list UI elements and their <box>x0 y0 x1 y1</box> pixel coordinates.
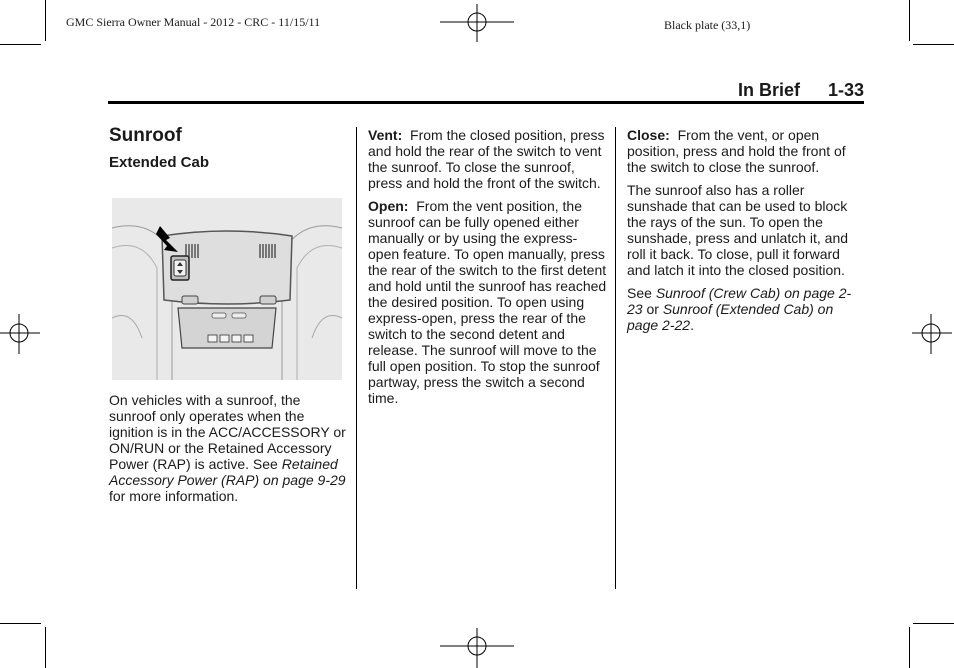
print-header-left: GMC Sierra Owner Manual - 2012 - CRC - 11/15/11 <box>66 15 321 29</box>
see-suffix: . <box>690 317 694 333</box>
vent-label: Vent: <box>368 127 403 143</box>
column-3 <box>627 127 863 340</box>
registration-mark-right <box>912 314 952 354</box>
column-2 <box>368 127 608 413</box>
header-rule <box>108 101 864 104</box>
crop-mark-br-h <box>913 623 954 624</box>
crop-mark-tr-v <box>909 0 910 41</box>
column-1 <box>109 124 345 172</box>
intro-text-1: On vehicles with a sunroof, the sunroof only operates when the ignition is in the ACC/ACCESSORY or ON/RUN or the Retained Accessory Power (RAP) is active. See <box>109 392 346 472</box>
crop-mark-tl-h <box>0 44 41 45</box>
subtitle: Extended Cab <box>109 154 210 171</box>
see-or: or <box>642 301 663 317</box>
crop-mark-tl-v <box>45 0 46 41</box>
page-title: Sunroof <box>109 125 182 146</box>
intro-text-2: for more information. <box>109 488 239 504</box>
registration-mark-top <box>440 4 514 44</box>
see-prefix: See <box>627 285 656 301</box>
print-header-right: Black plate (33,1) <box>664 18 751 32</box>
close-paragraph <box>627 127 863 175</box>
open-text: From the vent position, the sunroof can be fully opened either manually or by using the express-open feature. To open manually, press the rear of the switch to the first detent and hold until the sunroof has reached the desired position. To open using express-open, press the rear of the switch to the second detent and release. The sunroof will move to the full open position. To stop the sunroof partway, press the switch a second time. <box>368 198 607 406</box>
see-also-paragraph <box>627 285 863 333</box>
vent-text: From the closed position, press and hold the rear of the switch to vent the sunroof. To close the sunroof, press and hold the front of the switch. <box>368 127 605 191</box>
section-header <box>108 80 864 101</box>
crop-mark-bl-h <box>0 623 41 624</box>
column-divider-1 <box>356 127 357 589</box>
close-label: Close: <box>627 127 670 143</box>
close-text: From the vent, or open position, press and hold the front of the switch to close the sunroof. <box>627 127 846 175</box>
open-label: Open: <box>368 198 409 214</box>
sunshade-paragraph: The sunroof also has a roller sunshade that can be used to block the rays of the sun. To open the sunshade, press and unlatch it, and roll it back. To close, pull it forward and latch it into the closed position. <box>627 182 849 278</box>
see-link-extended-cab[interactable]: Sunroof (Extended Cab) on page 2-22 <box>627 301 834 333</box>
crop-mark-br-v <box>909 627 910 668</box>
crop-mark-bl-v <box>45 627 46 668</box>
registration-mark-left <box>0 314 40 354</box>
vent-paragraph <box>368 127 608 191</box>
open-paragraph <box>368 198 608 406</box>
crop-mark-tr-h <box>913 44 954 45</box>
overhead-console-illustration <box>112 198 342 380</box>
column-divider-2 <box>615 127 616 589</box>
section-name: In Brief <box>737 80 800 100</box>
intro-link[interactable]: Retained Accessory Power (RAP) on page 9-29 <box>109 456 346 488</box>
page-number: 1-33 <box>827 80 864 100</box>
intro-paragraph <box>109 392 349 504</box>
see-link-crew-cab[interactable]: Sunroof (Crew Cab) on page 2-23 <box>627 285 852 317</box>
registration-mark-bottom <box>440 626 514 668</box>
